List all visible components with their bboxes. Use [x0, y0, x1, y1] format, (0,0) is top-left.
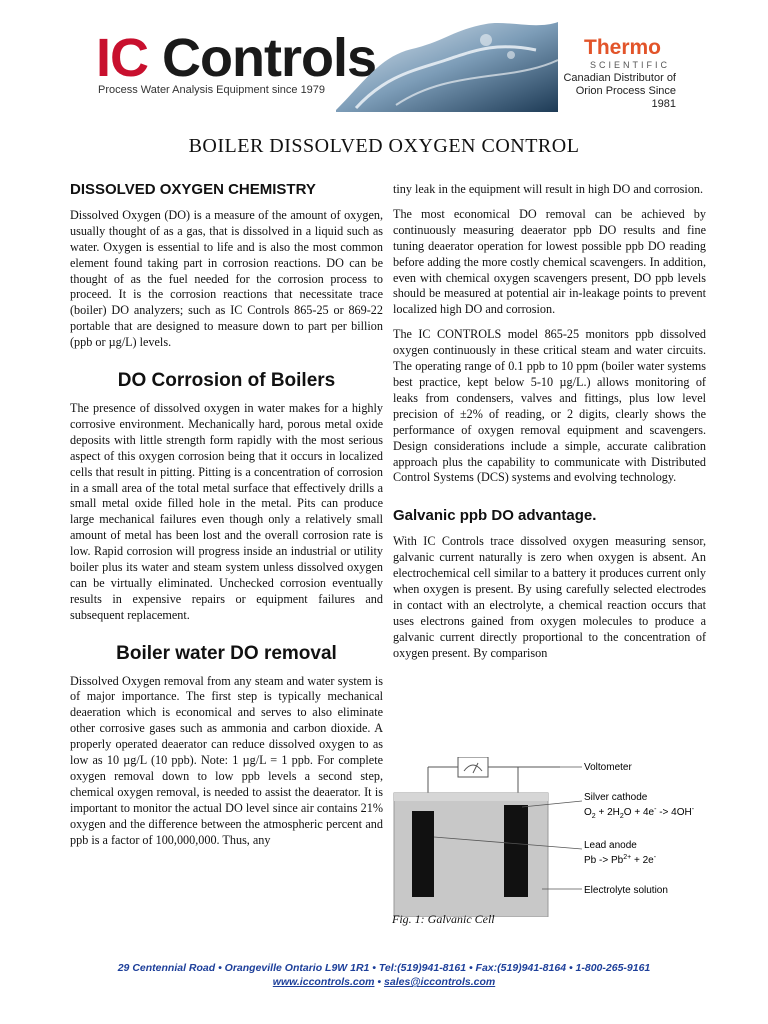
paragraph-do-chemistry: Dissolved Oxygen (DO) is a measure of the amount of oxygen, usually thought of as a gas, that is dissolved in a liquid such as water. Oxygen is essential to life and is also the most common element found taking part in corrosion reactions. DO can be thought of as the fuel needed for the corrosion process to proceed. It is the corrosion reactions that necessitate trace (boiler) DO analyzers; such as IC Controls 865-25 or 869-22 portable that are designed to measure down to part per billion (ppb or µg/L) levels.: [70, 207, 383, 350]
document-title: BOILER DISSOLVED OXYGEN CONTROL: [188, 135, 580, 157]
paragraph-economical-removal: The most economical DO removal can be achieved by continuously measuring deaerator ppb DO results and fine tuning deaerator operation for lowest possible ppb DO reading before adding the more costly chemical scavengers. In addition, even with chemical oxygen scavengers present, DO ppb levels should be measured at potential air in-leakage points to prevent localized high DO and corrosion.: [393, 206, 706, 317]
logo-tagline: Process Water Analysis Equipment since 1979: [98, 84, 326, 96]
label-silver-cathode: Silver cathode: [584, 792, 648, 803]
ic-controls-logo: [96, 30, 376, 86]
anode-equation: $Pb -> Pb^{2+} + 2e^-$: [584, 854, 657, 866]
paragraph-tiny-leak: tiny leak in the equipment will result in high DO and corrosion.: [393, 182, 704, 196]
footer-links: [0, 976, 768, 988]
heading-galvanic: Galvanic ppb DO advantage.: [393, 507, 597, 525]
water-splash-image: [336, 20, 558, 112]
label-lead-anode: Lead anode: [584, 840, 637, 851]
lead-anode-electrode: [412, 811, 434, 897]
silver-cathode-electrode: [504, 805, 528, 897]
website-link[interactable]: www.iccontrols.com: [272, 976, 375, 988]
footer-address: 29 Centennial Road • Orangeville Ontario L9W 1R1 • Tel:(519)941-8161 • Fax:(519)941-8164 • 1-800-265-9161: [117, 962, 651, 974]
footer-separator: •: [374, 976, 385, 988]
paragraph-do-corrosion: The presence of dissolved oxygen in water makes for a highly corrosive environment. Mechanically hard, porous metal oxide deposits with little strength form rapidly with the most serious aspect of this oxygen corrosion being that it occurs in localized cells that result in pitting. Pitting is a concentration of corrosion in a small area of the total metal surface that effectively drills a small metal oxide filled hole in the metal. Pits can produce large mechanical failures even though only a relatively small amount of metal has been lost and the overall corrosion rate is low. Rapid corrosion will progress inside an industrial or utility boiler plus its water and steam system unless dissolved oxygen can be virtually eliminated. Unchecked corrosion eventually results in expensive repairs or equipment failures and subsequent replacement.: [70, 400, 383, 622]
thermo-logo: Thermo: [584, 36, 662, 59]
heading-do-removal: Boiler water DO removal: [116, 642, 337, 664]
galvanic-cell-diagram: [392, 757, 712, 917]
heading-do-chemistry: DISSOLVED OXYGEN CHEMISTRY: [70, 181, 316, 198]
logo-controls-word: Controls: [162, 28, 377, 88]
distributor-text: [556, 72, 676, 111]
paragraph-galvanic: With IC Controls trace dissolved oxygen measuring sensor, galvanic current naturally is zero when oxygen is absent. An electrochemical cell similar to a battery it produces current only when oxygen is present. By using carefully selected electrodes in contact with an electrolyte, a chemical reaction occurs that uses electrons gained from oxygen molecules to produce a galvanic current directly proportional to the concentration of oxygen present. By comparison: [393, 534, 706, 660]
voltmeter-icon: [458, 757, 488, 777]
logo-ic-letters: IC: [96, 28, 148, 88]
figure-caption: Fig. 1: Galvanic Cell: [392, 912, 495, 926]
thermo-scientific-label: SCIENTIFIC: [590, 60, 671, 70]
cathode-equation: $O_2 + 2H_2O + 4e^- -> 4OH^-$: [584, 806, 695, 820]
distributor-line-2: Orion Process Since 1981: [575, 85, 676, 110]
right-column: [393, 182, 706, 661]
distributor-line-1: Canadian Distributor of: [563, 72, 676, 84]
heading-do-corrosion: DO Corrosion of Boilers: [117, 370, 336, 392]
left-column: [70, 182, 383, 849]
paragraph-do-removal: Dissolved Oxygen removal from any steam and water system is of major importance. The first step is typically mechanical deaeration which is economical and serves to also eliminate other corrosive gases such as ammonia and carbon dioxide. A properly operated deaerator can reduce dissolved oxygen to as low as 10 µg/L (10 ppb). Note: 1 µg/L = 1 ppb. For complete oxygen removal down to low ppb levels a second step, chemical oxygen removal, is needed to assist the deaerator. It is important to monitor the actual DO level since air contains 21% oxygen and the difference between the atmospheric percent and ppb is a factor of 100,000,000. Thus, any: [70, 673, 383, 847]
label-electrolyte: Electrolyte solution: [584, 885, 668, 896]
email-link[interactable]: sales@iccontrols.com: [384, 976, 496, 988]
label-voltometer: Voltometer: [584, 762, 632, 773]
paragraph-model-865: The IC CONTROLS model 865-25 monitors ppb dissolved oxygen continuously in these critical steam and water circuits. The operating range of 0.1 ppb to 10 ppm (boiler water systems best practice, kept below 5-10 µg/L.) allows monitoring of leaks from condensers, valves and fittings, plus low level precision of ±2% of reading, or 2 digits, clearly shows the performance of oxygen removal equipment and scavengers. Design considerations include a simple, accurate calibration approach plus the capability to communicate with Distributed Control Systems (DCS) systems and evolving technology.: [393, 327, 706, 485]
